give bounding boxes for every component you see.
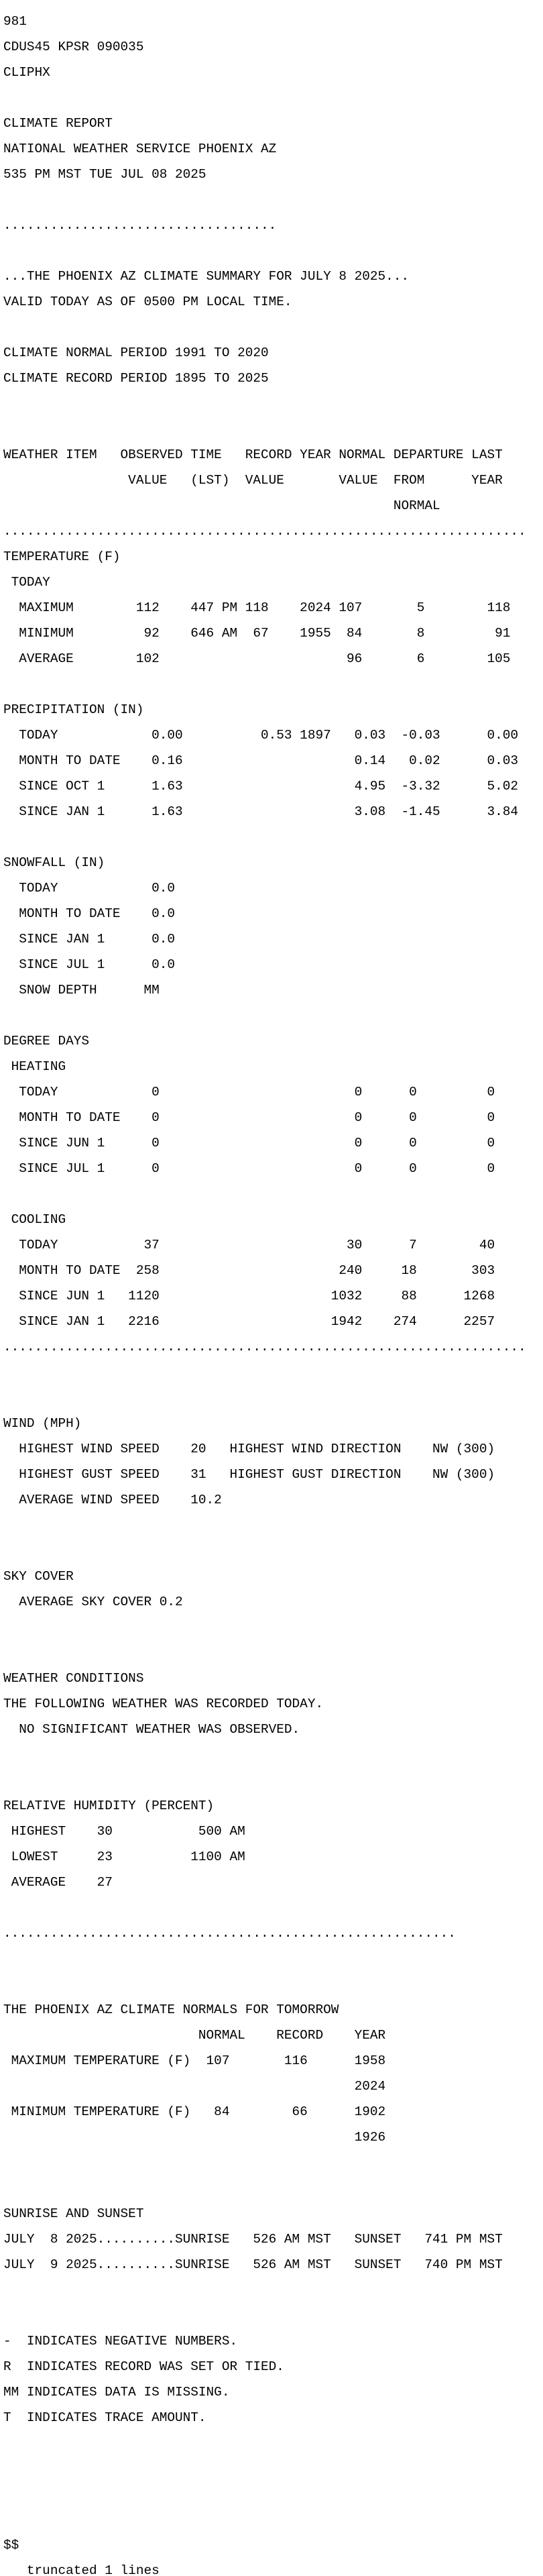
blank-line: [3, 2310, 543, 2322]
temperature-row: MINIMUM 92 646 AM 67 1955 84 8 91: [3, 627, 511, 640]
cooling-row: TODAY 37 30 7 40: [3, 1239, 495, 1252]
blank-line: [3, 321, 543, 334]
sky-cover-row: AVERAGE SKY COVER 0.2: [3, 1596, 183, 1609]
blank-line: [3, 423, 543, 436]
normal-period: CLIMATE NORMAL PERIOD 1991 TO 2020: [3, 347, 269, 360]
blank-line: [3, 2284, 543, 2297]
humidity-row: HIGHEST 30 500 AM: [3, 1825, 245, 1838]
temperature-row: AVERAGE 102 96 6 105: [3, 653, 511, 665]
precipitation-row: TODAY 0.00 0.53 1897 0.03 -0.03 0.00: [3, 729, 518, 742]
blank-line: [3, 1010, 543, 1022]
blank-line: [3, 1774, 543, 1787]
weather-conditions-row: NO SIGNIFICANT WEATHER WAS OBSERVED.: [3, 1723, 300, 1736]
blank-line: [3, 1647, 543, 1660]
precipitation-row: MONTH TO DATE 0.16 0.14 0.02 0.03: [3, 755, 518, 767]
humidity-row: AVERAGE 27: [3, 1876, 113, 1889]
legend-line: MM INDICATES DATA IS MISSING.: [3, 2386, 230, 2399]
precipitation-heading: PRECIPITATION (IN): [3, 704, 144, 716]
snowfall-row: MONTH TO DATE 0.0: [3, 908, 175, 920]
blank-line: [3, 2437, 543, 2450]
cooling-row: MONTH TO DATE 258 240 18 303: [3, 1265, 495, 1277]
heating-row: SINCE JUN 1 0 0 0 0: [3, 1137, 495, 1150]
wind-row: HIGHEST GUST SPEED 31 HIGHEST GUST DIRECTION NW (300): [3, 1468, 495, 1481]
table-header-line: WEATHER ITEM OBSERVED TIME RECORD YEAR NORMAL DEPARTURE LAST: [3, 449, 503, 462]
blank-line: [3, 1545, 543, 1558]
blank-line: [3, 1978, 543, 1991]
precipitation-row: SINCE JAN 1 1.63 3.08 -1.45 3.84: [3, 806, 518, 818]
blank-line: [3, 1902, 543, 1915]
degree-days-heading: DEGREE DAYS: [3, 1035, 89, 1048]
blank-line: [3, 831, 543, 844]
wind-heading: WIND (MPH): [3, 1417, 82, 1430]
cooling-row: SINCE JAN 1 2216 1942 274 2257: [3, 1316, 495, 1328]
heating-subheading: HEATING: [3, 1061, 66, 1073]
temperature-subheading: TODAY: [3, 576, 50, 589]
snowfall-row: SINCE JUL 1 0.0: [3, 959, 175, 971]
humidity-row: LOWEST 23 1100 AM: [3, 1851, 245, 1864]
snowfall-row: TODAY 0.0: [3, 882, 175, 895]
blank-line: [3, 1392, 543, 1405]
valid-time-line: VALID TODAY AS OF 0500 PM LOCAL TIME.: [3, 296, 292, 309]
awips-id: CLIPHX: [3, 66, 50, 79]
issuing-office: NATIONAL WEATHER SERVICE PHOENIX AZ: [3, 143, 277, 156]
humidity-heading: RELATIVE HUMIDITY (PERCENT): [3, 1800, 215, 1813]
blank-line: [3, 1749, 543, 1762]
legend-line: - INDICATES NEGATIVE NUMBERS.: [3, 2335, 238, 2348]
blank-line: [3, 678, 543, 691]
blank-line: [3, 2182, 543, 2195]
snowfall-row: SINCE JAN 1 0.0: [3, 933, 175, 946]
summary-heading: ...THE PHOENIX AZ CLIMATE SUMMARY FOR JULY 8 2025...: [3, 270, 410, 283]
blank-line: [3, 1188, 543, 1201]
temperature-row: MAXIMUM 112 447 PM 118 2024 107 5 118: [3, 602, 511, 614]
issue-time: 535 PM MST TUE JUL 08 2025: [3, 168, 206, 181]
blank-line: [3, 2463, 543, 2475]
blank-line: [3, 245, 543, 258]
wind-row: HIGHEST WIND SPEED 20 HIGHEST WIND DIRECTION NW (300): [3, 1443, 495, 1456]
sunrise-sunset-row: JULY 8 2025..........SUNRISE 526 AM MST SUNSET 741 PM MST: [3, 2233, 503, 2246]
table-header-line: VALUE (LST) VALUE VALUE FROM YEAR: [3, 474, 503, 487]
snowfall-row: SNOW DEPTH MM: [3, 984, 160, 997]
precipitation-row: SINCE OCT 1 1.63 4.95 -3.32 5.02: [3, 780, 518, 793]
wind-row: AVERAGE WIND SPEED 10.2: [3, 1494, 222, 1507]
blank-line: [3, 2488, 543, 2501]
cooling-subheading: COOLING: [3, 1214, 66, 1226]
temperature-heading: TEMPERATURE (F): [3, 551, 121, 564]
heating-row: TODAY 0 0 0 0: [3, 1086, 495, 1099]
blank-line: [3, 92, 543, 105]
normals-row: 1926: [3, 2131, 386, 2144]
blank-line: [3, 398, 543, 411]
heating-row: SINCE JUL 1 0 0 0 0: [3, 1163, 495, 1175]
normals-column-header: NORMAL RECORD YEAR: [3, 2029, 386, 2042]
separator-long: ...................................................................: [3, 525, 526, 538]
truncation-note: truncated 1 lines: [3, 2565, 160, 2576]
end-marker: $$: [3, 2539, 19, 2552]
blank-line: [3, 194, 543, 207]
record-period: CLIMATE RECORD PERIOD 1895 TO 2025: [3, 372, 269, 385]
blank-line: [3, 1953, 543, 1966]
weather-conditions-row: THE FOLLOWING WEATHER WAS RECORDED TODAY.: [3, 1698, 324, 1711]
weather-conditions-heading: WEATHER CONDITIONS: [3, 1672, 144, 1685]
sunrise-sunset-row: JULY 9 2025..........SUNRISE 526 AM MST SUNSET 740 PM MST: [3, 2259, 503, 2271]
sky-cover-heading: SKY COVER: [3, 1570, 74, 1583]
normals-row: MINIMUM TEMPERATURE (F) 84 66 1902: [3, 2106, 386, 2118]
snowfall-heading: SNOWFALL (IN): [3, 857, 105, 869]
heating-row: MONTH TO DATE 0 0 0 0: [3, 1112, 495, 1124]
blank-line: [3, 1621, 543, 1634]
cooling-row: SINCE JUN 1 1120 1032 88 1268: [3, 1290, 495, 1303]
product-id: 981: [3, 15, 27, 28]
sunrise-sunset-heading: SUNRISE AND SUNSET: [3, 2208, 144, 2220]
report-title: CLIMATE REPORT: [3, 117, 113, 130]
normals-row: MAXIMUM TEMPERATURE (F) 107 116 1958: [3, 2055, 386, 2068]
blank-line: [3, 1366, 543, 1379]
legend-line: R INDICATES RECORD WAS SET OR TIED.: [3, 2361, 284, 2373]
normals-heading: THE PHOENIX AZ CLIMATE NORMALS FOR TOMORROW: [3, 2004, 339, 2017]
legend-line: T INDICATES TRACE AMOUNT.: [3, 2412, 206, 2424]
wmo-header: CDUS45 KPSR 090035: [3, 41, 144, 54]
normals-row: 2024: [3, 2080, 386, 2093]
separator-long: ...................................................................: [3, 1341, 526, 1354]
separator-short: ...................................: [3, 219, 277, 232]
blank-line: [3, 2157, 543, 2169]
blank-line: [3, 2514, 543, 2526]
table-header-line: NORMAL: [3, 500, 440, 513]
blank-line: [3, 1519, 543, 1532]
separator-medium: ..........................................................: [3, 1927, 456, 1940]
